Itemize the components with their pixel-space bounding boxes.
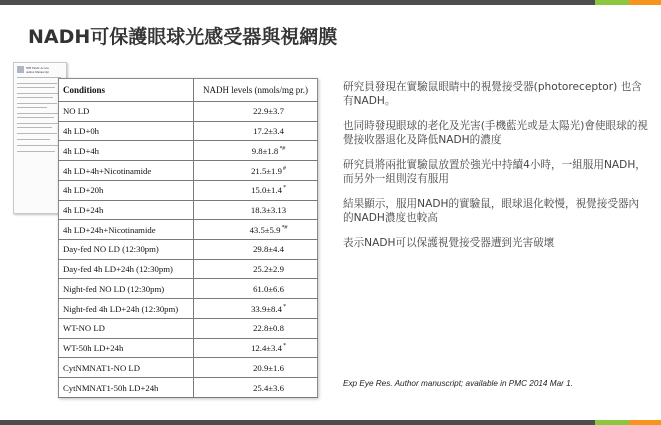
column-header-nadh-levels: NADH levels (nmols/mg pr.) [194, 79, 318, 102]
paper-text-line [17, 87, 55, 88]
nadh-value-cell [194, 200, 318, 220]
condition-cell: 4h LD+0h [59, 121, 194, 141]
table-header-row [59, 79, 318, 102]
nadh-value-cell [194, 318, 318, 338]
top-bar [0, 0, 661, 5]
note-paragraph: 表示NADH可以保護視覺接受器遭到光害破壞 [343, 237, 555, 249]
nadh-value-cell [194, 299, 318, 319]
paper-text-line [17, 151, 55, 152]
nadh-value-cell [194, 220, 318, 240]
nadh-value-cell [194, 240, 318, 260]
nadh-value: 22.8±0.8 [253, 323, 284, 334]
nadh-value: 12.4±3.4 [251, 342, 282, 353]
condition-cell: NO LD [59, 102, 194, 122]
nadh-value-cell [194, 102, 318, 122]
nih-logo-icon [17, 66, 24, 73]
nadh-value-cell [194, 180, 318, 200]
nadh-value-cell [194, 378, 318, 398]
condition-cell: CytNMNAT1-NO LD [59, 358, 194, 378]
nadh-levels-table [58, 78, 318, 398]
column-header-conditions: Conditions [59, 79, 194, 102]
nadh-value: 22.9±3.7 [253, 106, 284, 117]
nadh-value-cell [194, 141, 318, 161]
table-body [59, 102, 318, 398]
paper-header-line: NIH Public Access [26, 66, 49, 70]
nadh-value: 17.2±3.4 [253, 126, 284, 137]
nadh-value-cell [194, 358, 318, 378]
table-row [59, 318, 318, 338]
paper-text-line [17, 77, 61, 78]
note-paragraph: 研究員將兩批實驗鼠放置於強光中持續4小時，一組服用NADH，而另外一組則沒有服用 [343, 159, 646, 185]
citation: Exp Eye Res. Author manuscript; available in PMC 2014 Mar 1. [343, 379, 573, 388]
paper-text-line [17, 145, 59, 146]
table-row [59, 259, 318, 279]
table-row [59, 358, 318, 378]
condition-cell: CytNMNAT1-50h LD+24h [59, 378, 194, 398]
paper-text-line [17, 107, 47, 108]
table-row [59, 102, 318, 122]
paper-header-line: Author Manuscript [26, 70, 49, 74]
note-paragraph: 研究員發現在實驗鼠眼睛中的視覺接受器(photoreceptor) 也含有NADH。 [343, 81, 642, 107]
note-paragraph: 結果顯示，服用NADH的實驗鼠，眼球退化較慢，視覺接受器內的NADH濃度也較高 [343, 198, 640, 224]
nadh-value: 15.0±1.4 [251, 185, 282, 196]
table-row [59, 299, 318, 319]
top-accent-green [595, 0, 629, 5]
nadh-value: 25.4±3.6 [253, 382, 284, 393]
paper-text-line [17, 83, 57, 84]
paper-text-line [17, 113, 58, 114]
table-row [59, 121, 318, 141]
nadh-value-cell [194, 279, 318, 299]
nadh-value: 21.5±1.9 [251, 165, 282, 176]
nadh-value-cell [194, 161, 318, 181]
nadh-value: 33.9±8.4 [251, 303, 282, 314]
condition-cell: 4h LD+4h+Nicotinamide [59, 161, 194, 181]
nadh-value-cell [194, 259, 318, 279]
table-row [59, 279, 318, 299]
condition-cell: WT-NO LD [59, 318, 194, 338]
significance-mark: # [282, 165, 286, 172]
condition-cell: 4h LD+24h [59, 200, 194, 220]
table-row [59, 180, 318, 200]
bottom-accent-green [595, 420, 629, 425]
nadh-value: 61.0±6.6 [253, 283, 284, 294]
condition-cell: Day-fed 4h LD+24h (12:30pm) [59, 259, 194, 279]
paper-text-line [17, 117, 54, 118]
paper-text-line [17, 93, 59, 94]
condition-cell: Night-fed NO LD (12:30pm) [59, 279, 194, 299]
notes-list [343, 80, 648, 261]
nadh-value: 29.8±4.4 [253, 244, 284, 255]
significance-mark: * [282, 303, 286, 310]
bottom-accent-orange [629, 420, 661, 425]
nadh-value-cell [194, 338, 318, 358]
table-row [59, 141, 318, 161]
significance-mark: *# [281, 224, 288, 231]
nadh-value: 20.9±1.6 [253, 362, 284, 373]
paper-text-line [17, 127, 52, 128]
table-row [59, 338, 318, 358]
condition-cell: Night-fed 4h LD+24h (12:30pm) [59, 299, 194, 319]
condition-cell: WT-50h LD+24h [59, 338, 194, 358]
condition-cell: 4h LD+4h [59, 141, 194, 161]
slide-title: NADH可保護眼球光感受器與視網膜 [28, 26, 338, 48]
paper-text-line [17, 133, 57, 134]
condition-cell: 4h LD+24h+Nicotinamide [59, 220, 194, 240]
note-paragraph: 也同時發現眼球的老化及光害(手機藍光或是太陽光)會使眼球的視覺接收器退化及降低NADH的濃度 [343, 120, 648, 146]
nadh-value: 9.8±1.8 [251, 145, 279, 156]
nadh-value: 18.3±3.13 [250, 204, 287, 215]
paper-text-line [17, 139, 50, 140]
nadh-value: 25.2±2.9 [253, 264, 284, 275]
significance-mark: * [282, 185, 286, 192]
table-row [59, 220, 318, 240]
paper-text-line [17, 103, 57, 104]
nadh-value: 43.5±5.9 [249, 224, 281, 235]
significance-mark: *# [279, 145, 286, 152]
bottom-bar [0, 420, 661, 425]
significance-mark: * [282, 343, 286, 350]
paper-text-line [17, 123, 60, 124]
table-row [59, 200, 318, 220]
paper-text-line [17, 97, 53, 98]
paper-header [26, 66, 49, 74]
condition-cell: Day-fed NO LD (12:30pm) [59, 240, 194, 260]
table-row [59, 161, 318, 181]
condition-cell: 4h LD+20h [59, 180, 194, 200]
top-accent-orange [629, 0, 661, 5]
table-row [59, 378, 318, 398]
table-row [59, 240, 318, 260]
nadh-value-cell [194, 121, 318, 141]
